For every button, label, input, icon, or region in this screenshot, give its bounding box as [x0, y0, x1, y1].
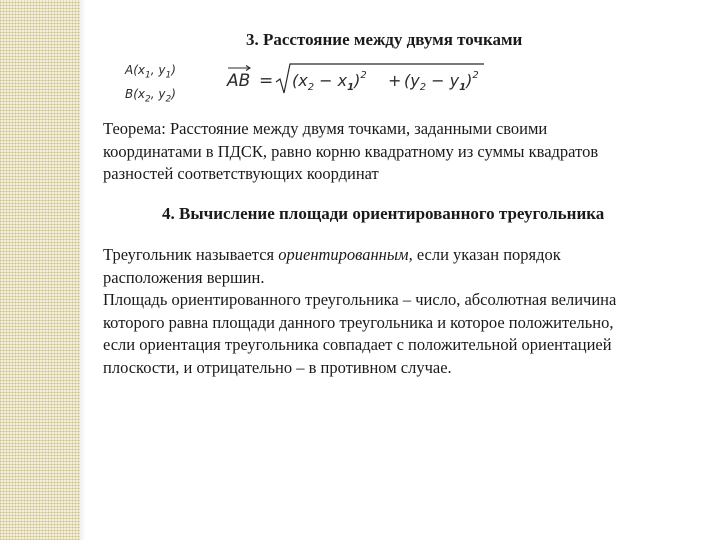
formula-equals: = — [259, 71, 274, 91]
definition-line: Треугольник называется ориентированным, если указан порядок — [103, 245, 561, 264]
formula-plus: + — [388, 71, 402, 90]
decorative-side-strip — [0, 0, 80, 540]
section-3-heading: 3. Расстояние между двумя точками — [246, 30, 523, 49]
section-4-heading: 4. Вычисление площади ориентированного треугольника — [162, 204, 605, 223]
side-strip-shadow — [80, 0, 86, 540]
formula-term2: $(y_2 - y_1)^2$ — [404, 70, 479, 93]
distance-formula — [226, 62, 486, 96]
point-b: $B(x_2$, $y_2$) — [125, 87, 176, 105]
formula-term1: $(x_2 - x_1)^2$ — [292, 70, 367, 93]
theorem-paragraph — [103, 118, 598, 186]
theorem-line: Теорема: Расстояние между двумя точками, заданными своими — [103, 119, 548, 138]
area-paragraph — [103, 289, 616, 379]
point-a: $A(x_1$, $y_1$) — [125, 63, 176, 81]
points-definition — [125, 61, 176, 110]
definition-line: расположения вершин. — [103, 267, 265, 287]
definition-paragraph — [103, 244, 561, 289]
area-line: если ориентация треугольника совпадает с положительной ориентацией — [103, 335, 612, 354]
vector-ab: AB — [227, 71, 251, 91]
area-line: которого равна площади данного треугольника и которое положительно, — [103, 312, 614, 332]
term-oriented: ориентированным — [278, 245, 409, 264]
area-line: плоскости, и отрицательно – в противном случае. — [103, 357, 452, 377]
area-line: Площадь ориентированного треугольника – число, абсолютная величина — [103, 290, 617, 309]
theorem-line: разностей соответствующих координат — [103, 164, 379, 183]
theorem-line: координатами в ПДСК, равно корню квадратному из суммы квадратов — [103, 141, 599, 161]
